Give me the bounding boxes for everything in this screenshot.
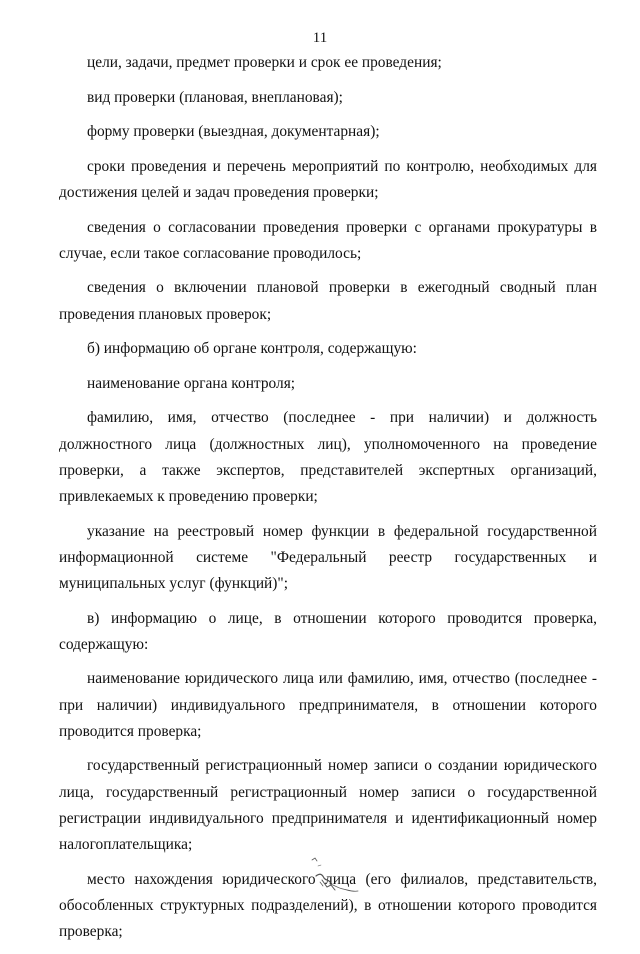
paragraph-13: государственный регистрационный номер записи о создании юридического лица, государственный регистрационный номер записи о государственной регистрации индивидуального предпринимателя и идентификационный номер налогоплательщика; xyxy=(59,757,597,853)
paragraph-6: сведения о включении плановой проверки в ежегодный сводный план проведения плановых проверок; xyxy=(59,279,597,323)
paragraph-8: наименование органа контроля; xyxy=(87,374,296,392)
signature-mark xyxy=(300,852,370,896)
paragraph-11: в) информацию о лице, в отношении которого проводится проверка, содержащую: xyxy=(59,609,597,653)
paragraph-12: наименование юридического лица или фамилию, имя, отчество (последнее - при наличии) индивидуального предпринимателя, в отношении которого проводится проверка; xyxy=(59,670,597,740)
document-body xyxy=(59,50,597,954)
page-number: 11 xyxy=(312,30,328,46)
paragraph-4: сроки проведения и перечень мероприятий по контролю, необходимых для достижения целей и задач проведения проверки; xyxy=(59,157,597,201)
paragraph-9: фамилию, имя, отчество (последнее - при наличии) и должность должностного лица (должностных лиц), уполномоченного на проведение проверки, а также экспертов, представителей экспертных организаций, привлекаемых к проведению проверки; xyxy=(59,409,597,505)
paragraph-10: указание на реестровый номер функции в федеральной государственной информационной системе "Федеральный реестр государственных и муниципальных услуг (функций)"; xyxy=(59,522,597,592)
paragraph-1: цели, задачи, предмет проверки и срок ее проведения; xyxy=(87,54,442,71)
paragraph-2: вид проверки (плановая, внеплановая); xyxy=(87,88,343,106)
paragraph-7: б) информацию об органе контроля, содержащую: xyxy=(87,340,417,358)
paragraph-3: форму проверки (выездная, документарная); xyxy=(87,123,380,141)
paragraph-5: сведения о согласовании проведения проверки с органами прокуратуры в случае, если такое согласование проводилось; xyxy=(59,218,597,262)
paragraph-14: место нахождения юридического лица (его филиалов, представительств, обособленных структурных подразделений), в отношении которого проводится проверка; xyxy=(59,870,597,940)
